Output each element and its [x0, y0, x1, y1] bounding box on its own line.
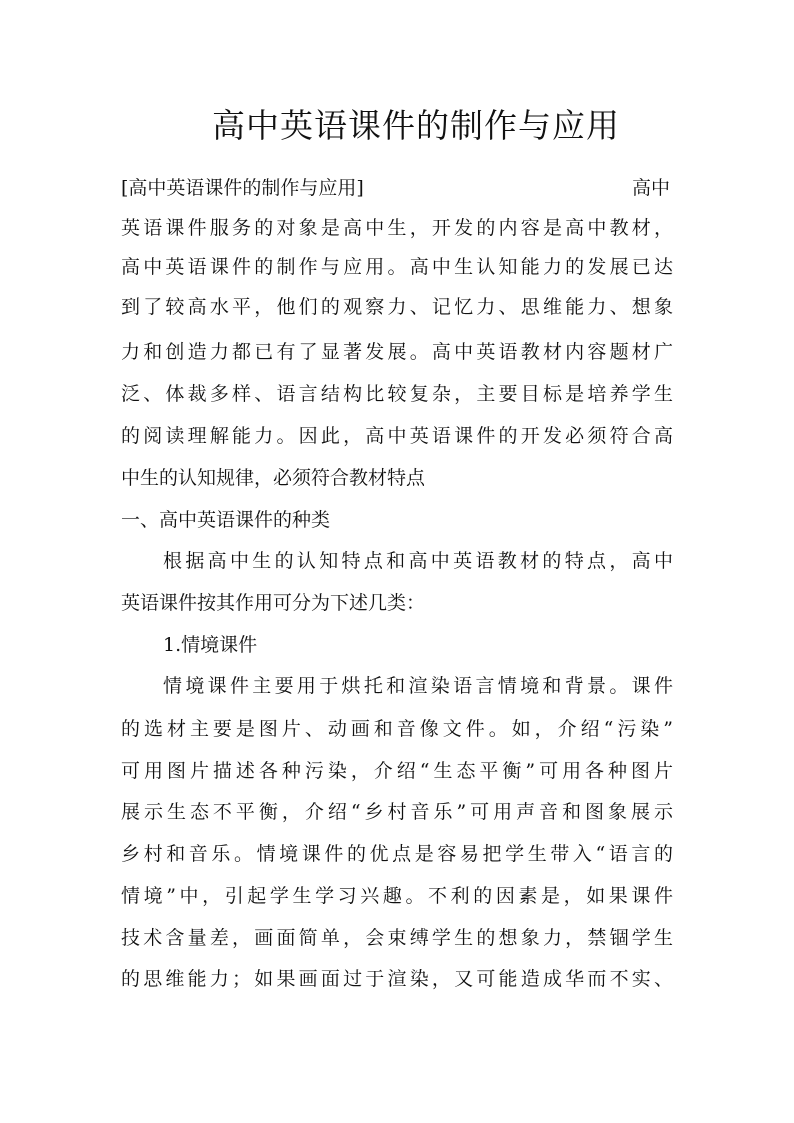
section-heading: 一、高中英语课件的种类 [121, 509, 331, 531]
paragraph-line: 英语课件按其作用可分为下述几类： [121, 592, 426, 614]
paragraph-line: 情境课件主要用于烘托和渲染语言情境和背景。课件 [163, 675, 673, 697]
paragraph-line: 的选材主要是图片、动画和音像文件。如，介绍“污染” [121, 718, 673, 740]
paragraph-line: 乡村和音乐。情境课件的优点是容易把学生带入“语言的 [121, 843, 673, 865]
intro-line: 英语课件服务的对象是高中生，开发的内容是高中教材， [121, 217, 673, 239]
paragraph-line: 技术含量差，画面简单，会束缚学生的想象力，禁锢学生 [121, 927, 673, 949]
intro-line: 的阅读理解能力。因此，高中英语课件的开发必须符合高 [121, 425, 673, 447]
intro-line: 高中英语课件的制作与应用。高中生认知能力的发展已达 [121, 256, 673, 278]
header-right-text: 高中 [632, 177, 671, 199]
paragraph-line: 可用图片描述各种污染，介绍“生态平衡”可用各种图片 [121, 760, 673, 782]
intro-line-last: 中生的认知规律，必须符合教材特点 [121, 467, 426, 489]
paragraph-line: 根据高中生的认知特点和高中英语教材的特点，高中 [163, 550, 673, 572]
header-bracket-text: [高中英语课件的制作与应用] [121, 177, 364, 199]
document-title: 高中英语课件的制作与应用 [212, 106, 620, 145]
paragraph-line: 的思维能力；如果画面过于渲染，又可能造成华而不实、 [121, 968, 673, 990]
intro-line: 到了较高水平，他们的观察力、记忆力、思维能力、想象 [121, 296, 673, 318]
paragraph-line: 情境”中，引起学生学习兴趣。不利的因素是，如果课件 [121, 885, 673, 907]
intro-line: 力和创造力都已有了显著发展。高中英语教材内容题材广 [121, 341, 673, 363]
intro-line: 泛、体裁多样、语言结构比较复杂，主要目标是培养学生 [121, 383, 673, 405]
paragraph-line: 展示生态不平衡，介绍“乡村音乐”可用声音和图象展示 [121, 801, 673, 823]
subheading: 1.情境课件 [163, 634, 258, 656]
